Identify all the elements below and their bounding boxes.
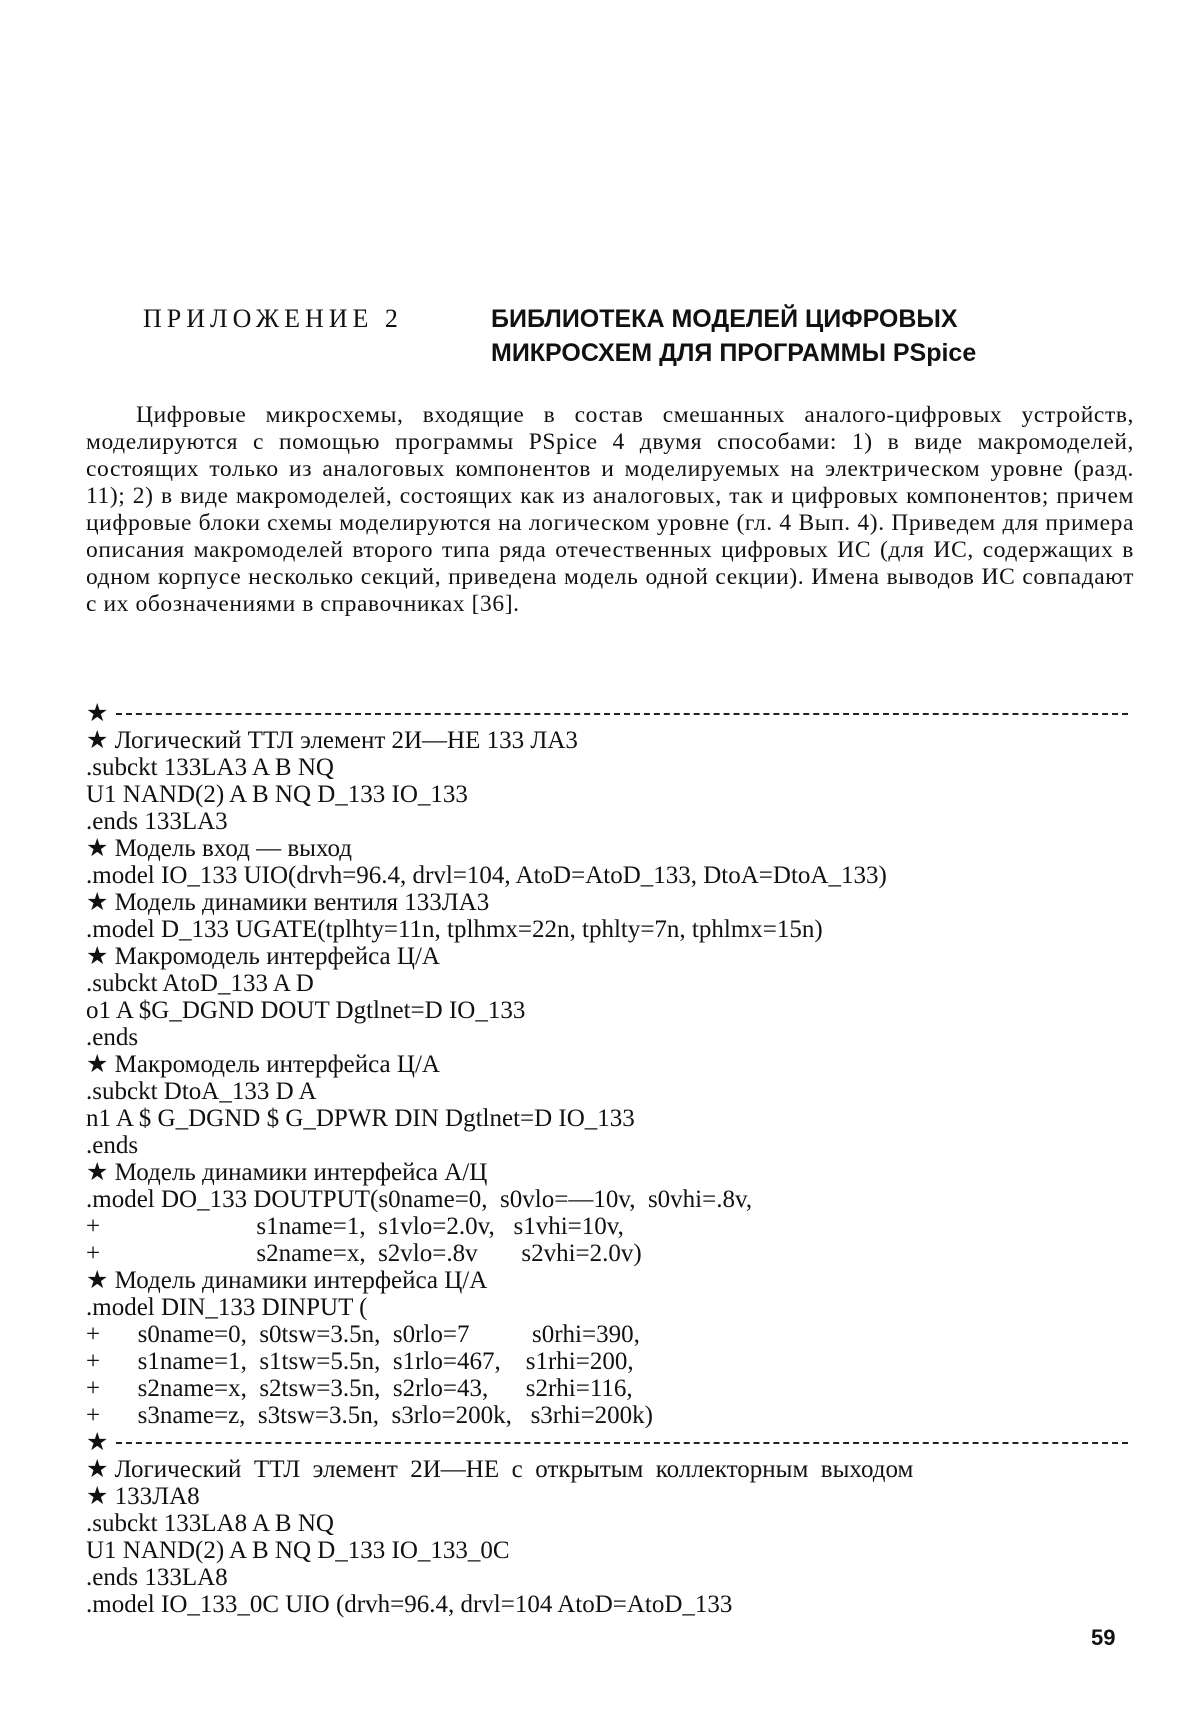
code-line: + s2name=x, s2tsw=3.5n, s2rlo=43, s2rhi=116,	[86, 1375, 633, 1402]
code-line: ★ Макромодель интерфейса Ц/А	[86, 1051, 440, 1078]
appendix-title	[491, 302, 1111, 370]
separator-line	[86, 1429, 1136, 1456]
appendix-title-line-2: МИКРОСХЕМ ДЛЯ ПРОГРАММЫ PSpice	[491, 339, 977, 367]
code-line: .model IO_133 UIO(drvh=96.4, drvl=104, AtoD=AtoD_133, DtoA=DtoA_133)	[86, 862, 887, 889]
code-line: ★ Модель динамики интерфейса Ц/А	[86, 1267, 488, 1294]
code-line: .subckt AtoD_133 A D	[86, 970, 314, 997]
code-line: ★ Модель вход — выход	[86, 835, 352, 862]
listing-block-133la3	[86, 727, 1136, 1429]
code-line: .ends	[86, 1132, 139, 1159]
code-line: .ends 133LA8	[86, 1564, 228, 1591]
code-line: .ends 133LA3	[86, 808, 228, 835]
separator-line	[86, 700, 1136, 727]
code-line: U1 NAND(2) A B NQ D_133 IO_133_0C	[86, 1537, 510, 1564]
code-line: U1 NAND(2) A B NQ D_133 IO_133	[86, 781, 468, 808]
code-line: ★ Макромодель интерфейса Ц/А	[86, 943, 440, 970]
appendix-title-line-1: БИБЛИОТЕКА МОДЕЛЕЙ ЦИФРОВЫХ	[491, 305, 958, 333]
code-line: + s2name=x, s2vlo=.8v s2vhi=2.0v)	[86, 1240, 642, 1267]
code-line: + s3name=z, s3tsw=3.5n, s3rlo=200k, s3rhi=200k)	[86, 1402, 653, 1429]
code-line: .subckt DtoA_133 D A	[86, 1078, 317, 1105]
code-line: ★ 133ЛА8	[86, 1483, 200, 1510]
code-line: .model IO_133_0C UIO (drvh=96.4, drvl=104 AtoD=AtoD_133	[86, 1591, 733, 1618]
code-line: .model D_133 UGATE(tplhty=11n, tplhmx=22n, tphlty=7n, tphlmx=15n)	[86, 916, 823, 943]
code-line: n1 A $ G_DGND $ G_DPWR DIN Dgtlnet=D IO_133	[86, 1105, 635, 1132]
code-line: ★ Логический ТТЛ элемент 2И—НЕ 133 ЛА3	[86, 727, 578, 754]
code-line: o1 A $G_DGND DOUT Dgtlnet=D IO_133	[86, 997, 526, 1024]
code-line: .subckt 133LA8 A B NQ	[86, 1510, 334, 1537]
code-line: .subckt 133LA3 A B NQ	[86, 754, 334, 781]
code-line: ★ Модель динамики вентиля 133ЛА3	[86, 889, 490, 916]
star-icon: ★	[86, 700, 109, 727]
code-line: + s0name=0, s0tsw=3.5n, s0rlo=7 s0rhi=390,	[86, 1321, 640, 1348]
appendix-label: ПРИЛОЖЕНИЕ 2	[143, 304, 403, 333]
code-line: + s1name=1, s1vlo=2.0v, s1vhi=10v,	[86, 1213, 624, 1240]
intro-paragraph: Цифровые микросхемы, входящие в состав смешанных аналого-цифровых устройств, моделируются с помощью программы PSpice 4 двумя способами: 1) в виде макромоделей, состоящих только из аналоговых компонентов и моделируемых на электрическом уровне (разд. 11); 2) в виде макромоделей, состоящих как из аналоговых, так и цифровых компонентов; причем цифровые блоки схемы моделируются на логическом уровне (гл. 4 Вып. 4). Приведем для примера описания макромоделей второго типа ряда отечественных цифровых ИС (для ИС, содержащих в одном корпусе несколько секций, приведена модель одной секции). Имена выводов ИС совпадают с их обозначениями в справочниках [36].	[86, 402, 1134, 617]
code-line: ★ Модель динамики интерфейса А/Ц	[86, 1159, 488, 1186]
listing-block-133la8	[86, 1456, 1136, 1618]
model-listing	[86, 700, 1136, 1618]
code-line: + s1name=1, s1tsw=5.5n, s1rlo=467, s1rhi=200,	[86, 1348, 634, 1375]
code-line: .model DO_133 DOUTPUT(s0name=0, s0vlo=—10v, s0vhi=.8v,	[86, 1186, 753, 1213]
code-line: .model DIN_133 DINPUT (	[86, 1294, 368, 1321]
star-icon: ★	[86, 1429, 109, 1456]
page-number: 59	[1091, 1625, 1116, 1650]
code-line: .ends	[86, 1024, 139, 1051]
code-line: ★ Логический ТТЛ элемент 2И—НЕ с открытым коллекторным выходом	[86, 1456, 914, 1483]
